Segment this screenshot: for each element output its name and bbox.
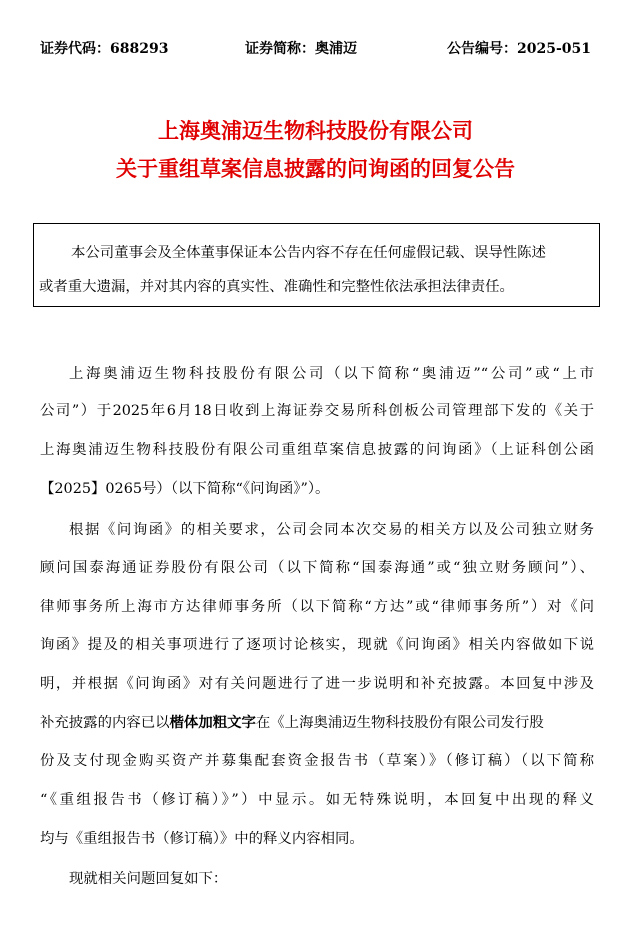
- para1-line-4: 【2025】0265号）（以下简称“《问询函》”）。: [40, 481, 330, 497]
- para1-line-1: 上海奥浦迈生物科技股份有限公司（以下简称“奥浦迈”“公司”或“上市: [69, 366, 594, 382]
- para2-line-2: 顾问国泰海通证券股份有限公司（以下简称“国泰海通”或“独立财务顾问”）、: [40, 560, 594, 576]
- para2-line-6: [40, 713, 594, 733]
- para2-line-4: 询函》提及的相关事项进行了逐项讨论核实，现就《问询函》相关内容做如下说: [40, 637, 594, 653]
- para1-line-3: 上海奥浦迈生物科技股份有限公司重组草案信息披露的问询函》（上证科创公函: [40, 442, 594, 458]
- para3-line-1: 现就相关问题回复如下：: [69, 871, 228, 887]
- notice-line-1: 本公司董事会及全体董事保证本公告内容不存在任何虚假记载、误导性陈述: [71, 245, 546, 261]
- para1-line-2: 公司”）于2025年6月18日收到上海证券交易所科创板公司管理部下发的《关于: [40, 403, 594, 419]
- title-subject: 关于重组草案信息披露的问询函的回复公告: [116, 157, 515, 181]
- announcement-number: 公告编号：2025-051: [447, 41, 591, 57]
- stock-code: 证券代码：688293: [40, 41, 169, 57]
- announcement-header: [40, 38, 591, 60]
- stock-short-name: 证券简称：奥浦迈: [245, 41, 357, 57]
- para2-line-7: 份及支付现金购买资产并募集配套资金报告书（草案）》（修订稿）（以下简称: [40, 753, 594, 769]
- para2-line-9: 均与《重组报告书（修订稿）》中的释义内容相同。: [40, 831, 364, 847]
- title-company: 上海奥浦迈生物科技股份有限公司: [158, 119, 473, 143]
- para2-line-6-suffix: 在《上海奥浦迈生物科技股份有限公司发行股: [255, 715, 544, 731]
- para2-line-1: 根据《问询函》的相关要求，公司会同本次交易的相关方以及公司独立财务: [69, 522, 594, 538]
- para2-line-8: “《重组报告书（修订稿）》”）中显示。如无特殊说明，本回复中出现的释义: [40, 792, 594, 808]
- para2-line-3: 律师事务所上海市方达律师事务所（以下简称“方达”或“律师事务所”）对《问: [40, 599, 594, 615]
- notice-line-2: 或者重大遗漏，并对其内容的真实性、准确性和完整性依法承担法律责任。: [39, 279, 514, 295]
- para2-line-6-prefix: 补充披露的内容已以: [40, 715, 170, 731]
- para2-line-6-bold: 楷体加粗文字: [169, 714, 256, 731]
- para2-line-5: 明，并根据《问询函》对有关问题进行了进一步说明和补充披露。本回复中涉及: [40, 676, 594, 692]
- board-notice-box: [33, 223, 600, 307]
